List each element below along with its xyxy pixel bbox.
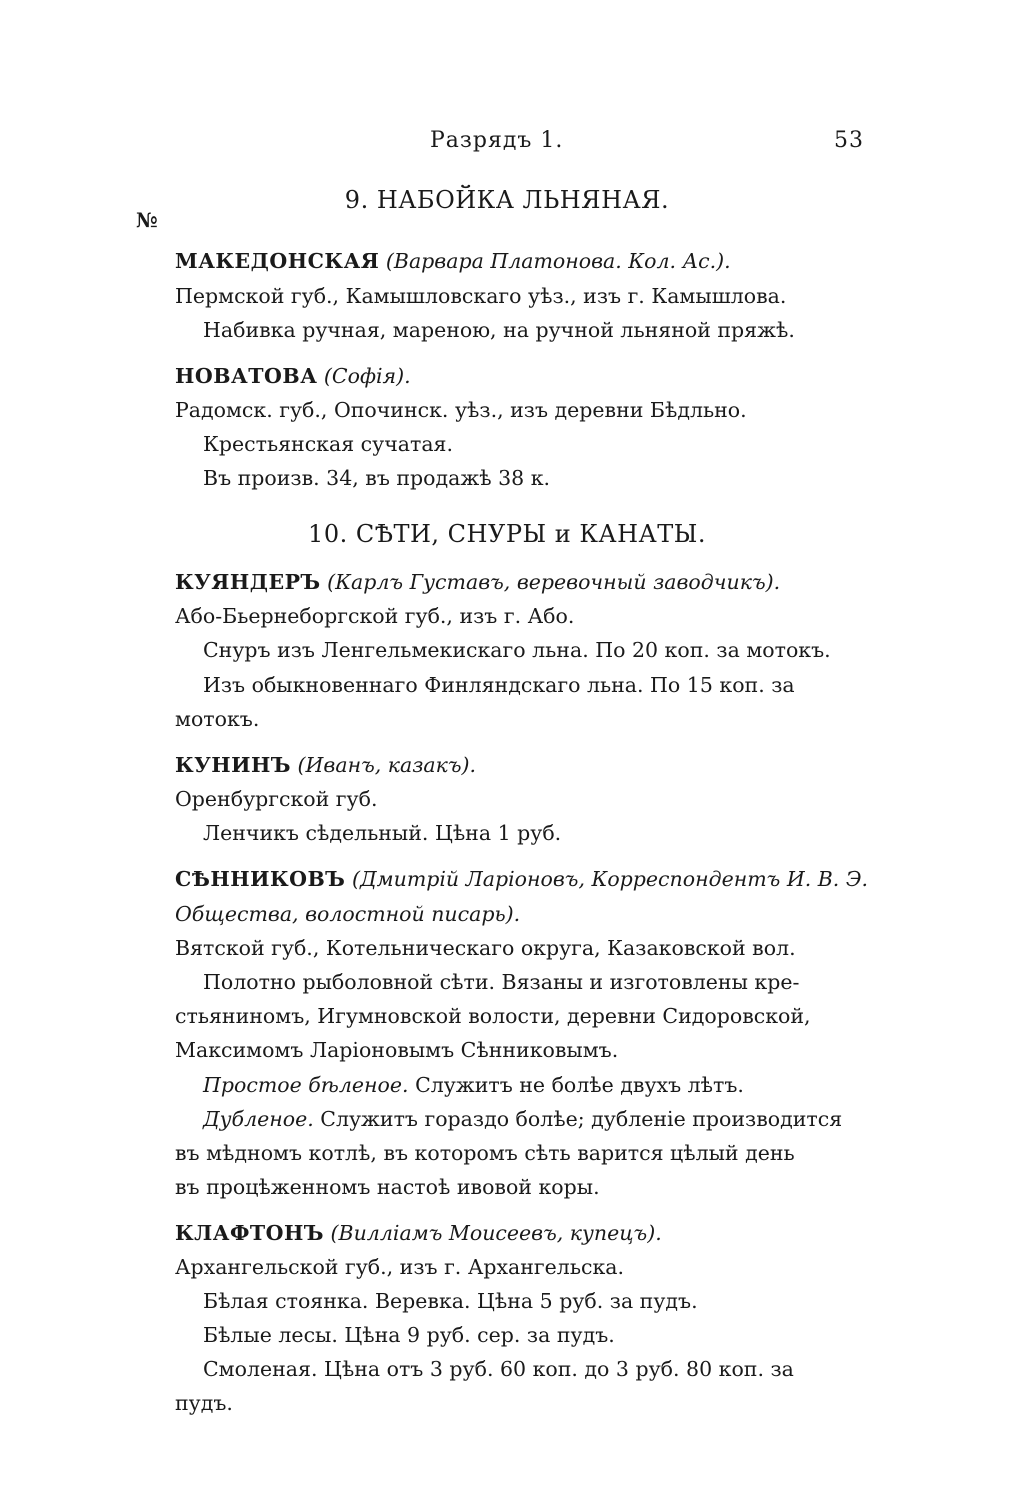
page-number: 53	[834, 128, 864, 153]
entry-place: Радомск. губ., Опочинск. уѣз., изъ деревни Бѣдльно.	[175, 398, 747, 422]
entry-name: КЛАФТОНЪ	[175, 1221, 325, 1245]
entry-text-line: Изъ обыкновеннаго Финляндскаго льна. По 15 коп. за	[203, 673, 795, 697]
entry-text-line: въ мѣдномъ котлѣ, въ которомъ сѣть варится цѣлый день	[175, 1141, 795, 1165]
entry-place: Оренбургской губ.	[175, 787, 378, 811]
number-sign: №	[136, 208, 158, 232]
entry-heading	[175, 568, 780, 596]
entry-text-line: Набивка ручная, мареною, на ручной льняной пряжѣ.	[203, 318, 795, 342]
entry-text-line: Максимомъ Ларіоновымъ Сѣнниковымъ.	[175, 1038, 619, 1062]
note-text: Служитъ гораздо болѣе; дубленіе производится	[320, 1107, 843, 1131]
entry-text-line: мотокъ.	[175, 707, 260, 731]
entry-text-line: въ процѣженномъ настоѣ ивовой коры.	[175, 1175, 600, 1199]
entry-text-line: Крестьянская сучатая.	[203, 432, 453, 456]
entry-name: НОВАТОВА	[175, 364, 318, 388]
entry-place: Або-Бьернеборгской губ., изъ г. Або.	[175, 604, 575, 628]
entry-text-line: Снуръ изъ Ленгельмекискаго льна. По 20 коп. за мотокъ.	[203, 638, 831, 662]
entry-text-line: Смоленая. Цѣна отъ 3 руб. 60 коп. до 3 руб. 80 коп. за	[203, 1357, 794, 1381]
entry-note	[203, 1105, 842, 1133]
section-title-9: 9. НАБОЙКА ЛЬНЯНАЯ.	[344, 186, 670, 214]
entry-description: (Дмитрій Ларіоновъ, Корреспондентъ И. В. Э.	[351, 867, 869, 891]
entry-text-line: Ленчикъ сѣдельный. Цѣна 1 руб.	[203, 821, 562, 845]
entry-note	[203, 1071, 744, 1099]
entry-place: Вятской губ., Котельническаго округа, Казаковской вол.	[175, 936, 796, 960]
entry-text-line: Въ произв. 34, въ продажѣ 38 к.	[203, 466, 551, 490]
entry-description: (Иванъ, казакъ).	[297, 753, 477, 777]
entry-description: (Вилліамъ Моисеевъ, купецъ).	[330, 1221, 662, 1245]
entry-name: СѢННИКОВЪ	[175, 867, 346, 891]
entry-text-line: Полотно рыболовной сѣти. Вязаны и изготовлены кре-	[203, 970, 800, 994]
entry-name: КУНИНЪ	[175, 753, 292, 777]
entry-heading	[175, 362, 411, 390]
entry-description: (Софія).	[323, 364, 411, 388]
note-text: Служитъ не болѣе двухъ лѣтъ.	[415, 1073, 744, 1097]
note-label: Простое бѣленое.	[203, 1073, 409, 1097]
entry-place: Архангельской губ., изъ г. Архангельска.	[175, 1255, 625, 1279]
entry-description-cont: Общества, волостной писарь).	[175, 902, 521, 926]
entry-description: (Варвара Платонова. Кол. Ас.).	[385, 249, 731, 273]
section-title-10: 10. СѢТИ, СНУРЫ и КАНАТЫ.	[308, 520, 706, 548]
entry-text-line: Бѣлые лесы. Цѣна 9 руб. сер. за пудъ.	[203, 1323, 615, 1347]
note-label: Дубленое.	[203, 1107, 314, 1131]
entry-heading	[175, 1219, 662, 1247]
entry-name: МАКЕДОНСКАЯ	[175, 249, 380, 273]
entry-heading	[175, 751, 476, 779]
entry-description: (Карлъ Густавъ, веревочный заводчикъ).	[327, 570, 781, 594]
entry-heading	[175, 247, 731, 275]
running-header: Разрядъ 1.	[430, 128, 564, 153]
entry-place: Пермской губ., Камышловскаго уѣз., изъ г. Камышлова.	[175, 284, 787, 308]
entry-name: КУЯНДЕРЪ	[175, 570, 321, 594]
entry-text-line: стьяниномъ, Игумновской волости, деревни Сидоровской,	[175, 1004, 811, 1028]
entry-text-line: пудъ.	[175, 1391, 233, 1415]
entry-heading	[175, 865, 868, 893]
entry-text-line: Бѣлая стоянка. Веревка. Цѣна 5 руб. за пудъ.	[203, 1289, 698, 1313]
